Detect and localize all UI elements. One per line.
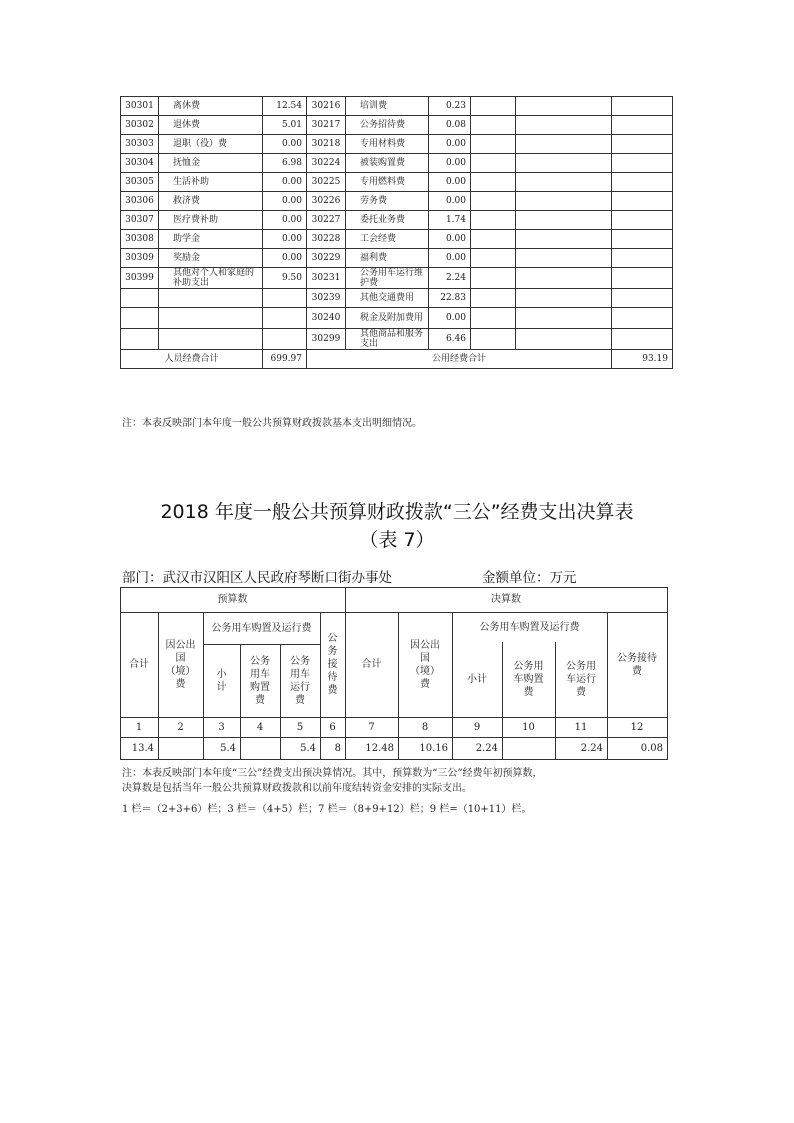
cell-name2: 培训费 bbox=[346, 97, 429, 116]
cell-code1 bbox=[121, 329, 159, 350]
value-cell: 5.4 bbox=[300, 742, 316, 754]
cell-val1: 12.54 bbox=[263, 97, 307, 116]
cell-empty bbox=[516, 329, 612, 350]
cell-empty bbox=[471, 192, 516, 211]
cell-empty bbox=[516, 268, 612, 289]
header-budget-reception: 公务接待费 bbox=[327, 633, 338, 696]
cell-empty bbox=[516, 97, 612, 116]
column-number: 10 bbox=[522, 721, 535, 733]
column-number: 5 bbox=[296, 721, 304, 733]
cell-code2: 30218 bbox=[307, 135, 346, 154]
cell-val2: 2.24 bbox=[429, 268, 471, 289]
cell-empty bbox=[516, 135, 612, 154]
cell-val1: 6.98 bbox=[263, 154, 307, 173]
cell-empty bbox=[612, 173, 673, 192]
cell-val1: 0.00 bbox=[263, 192, 307, 211]
column-number: 8 bbox=[421, 721, 429, 733]
header-final-car-group: 公务用车购置及运行费 bbox=[479, 621, 580, 633]
cell-code2: 30227 bbox=[307, 211, 346, 230]
cell-code1: 30302 bbox=[121, 116, 159, 135]
value-cell: 2.24 bbox=[580, 742, 603, 754]
grid-line bbox=[120, 587, 121, 760]
cell-empty bbox=[612, 192, 673, 211]
column-number: 11 bbox=[574, 721, 588, 733]
cell-empty bbox=[516, 116, 612, 135]
cell-val1: 0.00 bbox=[263, 230, 307, 249]
cell-name1: 助学金 bbox=[159, 230, 263, 249]
header-final-subtotal: 小计 bbox=[467, 674, 487, 685]
cell-val2: 0.00 bbox=[429, 192, 471, 211]
grid-line bbox=[203, 612, 204, 760]
cell-code1: 30301 bbox=[121, 97, 159, 116]
cell-code2: 30239 bbox=[307, 289, 346, 308]
cell-name2: 劳务费 bbox=[346, 192, 429, 211]
cell-empty bbox=[612, 268, 673, 289]
cell-empty bbox=[612, 97, 673, 116]
cell-name2: 其他交通费用 bbox=[346, 289, 429, 308]
cell-empty bbox=[471, 154, 516, 173]
cell-val1: 0.00 bbox=[263, 135, 307, 154]
cell-val1 bbox=[263, 329, 307, 350]
cell-code1: 30399 bbox=[121, 268, 159, 289]
grid-line bbox=[240, 644, 241, 760]
column-number: 7 bbox=[368, 721, 375, 733]
value-cell bbox=[502, 737, 555, 759]
table-row bbox=[121, 329, 673, 350]
grid-line bbox=[607, 612, 608, 760]
cell-empty bbox=[471, 211, 516, 230]
cell-val2: 0.00 bbox=[429, 135, 471, 154]
cell-empty bbox=[516, 154, 612, 173]
cell-val1 bbox=[263, 289, 307, 308]
cell-name1: 救济费 bbox=[159, 192, 263, 211]
cell-code2: 30224 bbox=[307, 154, 346, 173]
header-final-reception: 公务接待费 bbox=[617, 652, 657, 677]
grid-line bbox=[120, 587, 668, 588]
grid-line bbox=[452, 612, 453, 760]
cell-val2: 0.08 bbox=[429, 116, 471, 135]
cell-code2: 30226 bbox=[307, 192, 346, 211]
cell-val2: 0.00 bbox=[429, 173, 471, 192]
public-total-value: 93.19 bbox=[612, 350, 673, 369]
cell-code1: 30304 bbox=[121, 154, 159, 173]
cell-empty bbox=[516, 249, 612, 268]
grid-line bbox=[203, 644, 321, 645]
cell-empty bbox=[612, 154, 673, 173]
column-number: 1 bbox=[135, 721, 143, 733]
cell-code1: 30303 bbox=[121, 135, 159, 154]
cell-empty bbox=[612, 289, 673, 308]
basic-table-note: 注：本表反映部门本年度一般公共预算财政拨款基本支出明细情况。 bbox=[122, 418, 422, 429]
cell-name2: 公务招待费 bbox=[346, 116, 429, 135]
header-budget-subtotal: 小计 bbox=[216, 668, 227, 693]
table-row bbox=[121, 97, 673, 116]
table-row bbox=[121, 173, 673, 192]
cell-code1: 30307 bbox=[121, 211, 159, 230]
cell-code2: 30240 bbox=[307, 308, 346, 329]
cell-val2: 6.46 bbox=[429, 329, 471, 350]
column-number: 6 bbox=[329, 721, 336, 733]
page-subtitle: （表 7） bbox=[359, 529, 435, 551]
value-cell bbox=[158, 737, 203, 759]
cell-val2: 22.83 bbox=[429, 289, 471, 308]
cell-code2: 30216 bbox=[307, 97, 346, 116]
personnel-total-label: 人员经费合计 bbox=[121, 350, 263, 369]
cell-empty bbox=[516, 211, 612, 230]
header-final-car-operation: 公务用车运行费 bbox=[566, 661, 596, 698]
table-row bbox=[121, 135, 673, 154]
cell-code1 bbox=[121, 289, 159, 308]
cell-empty bbox=[471, 249, 516, 268]
cell-name1 bbox=[159, 329, 263, 350]
cell-name2: 公务用车运行维护费 bbox=[346, 268, 429, 289]
table-row bbox=[121, 116, 673, 135]
grid-line bbox=[158, 612, 159, 760]
cell-name2: 工会经费 bbox=[346, 230, 429, 249]
cell-val2: 0.00 bbox=[429, 154, 471, 173]
grid-line bbox=[502, 642, 503, 760]
cell-empty bbox=[516, 192, 612, 211]
table-row bbox=[121, 289, 673, 308]
value-cell: 8 bbox=[334, 742, 341, 754]
cell-code1: 30309 bbox=[121, 249, 159, 268]
cell-name1: 生活补助 bbox=[159, 173, 263, 192]
cell-name1 bbox=[159, 289, 263, 308]
cell-empty bbox=[471, 116, 516, 135]
value-cell: 2.24 bbox=[475, 742, 498, 754]
cell-val1: 5.01 bbox=[263, 116, 307, 135]
cell-name1: 抚恤金 bbox=[159, 154, 263, 173]
header-budget-car-purchase: 公务用车购置费 bbox=[250, 655, 270, 706]
cell-val1: 0.00 bbox=[263, 249, 307, 268]
grid-line bbox=[667, 587, 668, 760]
header-budget: 预算数 bbox=[217, 594, 248, 605]
personnel-total-value: 699.97 bbox=[263, 350, 307, 369]
column-number: 2 bbox=[177, 721, 184, 733]
header-final: 决算数 bbox=[491, 594, 521, 605]
cell-val1: 0.00 bbox=[263, 211, 307, 230]
cell-name2: 福利费 bbox=[346, 249, 429, 268]
header-final-abroad: 因公出国（境）费 bbox=[410, 639, 440, 690]
grid-line bbox=[320, 612, 321, 760]
basic-expenditure-table bbox=[120, 96, 673, 369]
cell-name1: 退休费 bbox=[159, 116, 263, 135]
cell-val2: 0.00 bbox=[429, 308, 471, 329]
grid-line bbox=[280, 644, 281, 760]
cell-name1: 离休费 bbox=[159, 97, 263, 116]
cell-code1: 30306 bbox=[121, 192, 159, 211]
cell-empty bbox=[516, 308, 612, 329]
cell-name1: 其他对个人和家庭的补助支出 bbox=[159, 268, 263, 289]
grid-line bbox=[555, 642, 556, 760]
cell-empty bbox=[471, 230, 516, 249]
value-cell: 12.48 bbox=[365, 742, 394, 754]
column-number: 12 bbox=[630, 721, 644, 733]
cell-code1 bbox=[121, 308, 159, 329]
cell-val2: 0.00 bbox=[429, 230, 471, 249]
cell-code1: 30305 bbox=[121, 173, 159, 192]
cell-name1: 奖励金 bbox=[159, 249, 263, 268]
sangong-note-line1: 注：本表反映部门本年度“三公”经费支出预决算情况。其中，预算数为“三公”经费年初预算数， bbox=[122, 768, 543, 779]
cell-name2: 专用燃料费 bbox=[346, 173, 429, 192]
cell-val2: 0.00 bbox=[429, 249, 471, 268]
column-number: 9 bbox=[473, 721, 481, 733]
cell-empty bbox=[612, 249, 673, 268]
value-cell: 13.4 bbox=[131, 742, 154, 754]
header-budget-abroad: 因公出国（境）费 bbox=[165, 639, 196, 690]
cell-name2: 被装购置费 bbox=[346, 154, 429, 173]
cell-empty bbox=[612, 116, 673, 135]
table-row bbox=[121, 230, 673, 249]
table-row bbox=[121, 268, 673, 289]
cell-empty bbox=[612, 329, 673, 350]
cell-name2: 其他商品和服务支出 bbox=[346, 329, 429, 350]
grid-line bbox=[398, 612, 399, 760]
cell-empty bbox=[471, 329, 516, 350]
cell-code2: 30229 bbox=[307, 249, 346, 268]
header-final-car-purchase: 公务用车购置费 bbox=[513, 661, 544, 698]
header-budget-car-group: 公务用车购置及运行费 bbox=[211, 622, 312, 634]
value-cell: 5.4 bbox=[220, 742, 236, 754]
page-title: 2018 年度一般公共预算财政拨款“三公”经费支出决算表 bbox=[160, 501, 634, 523]
cell-name1: 医疗费补助 bbox=[159, 211, 263, 230]
table-row bbox=[121, 249, 673, 268]
value-cell bbox=[240, 737, 280, 759]
cell-empty bbox=[516, 289, 612, 308]
cell-name1 bbox=[159, 308, 263, 329]
table-row bbox=[121, 211, 673, 230]
cell-empty bbox=[471, 289, 516, 308]
cell-name2: 专用材料费 bbox=[346, 135, 429, 154]
cell-code2: 30228 bbox=[307, 230, 346, 249]
column-number: 4 bbox=[256, 721, 264, 733]
header-budget-car-operation: 公务用车运行费 bbox=[290, 655, 310, 706]
cell-code2: 30299 bbox=[307, 329, 346, 350]
cell-empty bbox=[612, 308, 673, 329]
table-row bbox=[121, 192, 673, 211]
sangong-note-line2: 决算数是包括当年一般公共预算财政拨款和以前年度结转资金安排的实际支出。 bbox=[122, 783, 472, 794]
cell-val2: 1.74 bbox=[429, 211, 471, 230]
table-row bbox=[121, 154, 673, 173]
cell-empty bbox=[471, 97, 516, 116]
sangong-formula: 1 栏＝（2+3+6）栏；3 栏＝（4+5）栏；7 栏＝（8+9+12）栏；9 栏=（10+11）栏。 bbox=[122, 804, 532, 815]
cell-val1 bbox=[263, 308, 307, 329]
unit-label: 金额单位：万元 bbox=[482, 570, 577, 586]
totals-row bbox=[121, 350, 673, 369]
header-budget-total: 合计 bbox=[129, 659, 149, 670]
value-cell: 0.08 bbox=[640, 742, 663, 754]
cell-val2: 0.23 bbox=[429, 97, 471, 116]
cell-name1: 退职（役）费 bbox=[159, 135, 263, 154]
cell-name2: 税金及附加费用 bbox=[346, 308, 429, 329]
column-number: 3 bbox=[218, 721, 225, 733]
grid-line bbox=[345, 587, 346, 760]
cell-empty bbox=[516, 173, 612, 192]
cell-val1: 9.50 bbox=[263, 268, 307, 289]
department-label: 部门：武汉市汉阳区人民政府琴断口街办事处 bbox=[122, 570, 392, 586]
cell-empty bbox=[612, 211, 673, 230]
cell-empty bbox=[471, 173, 516, 192]
public-total-label: 公用经费合计 bbox=[307, 350, 612, 369]
cell-code2: 30225 bbox=[307, 173, 346, 192]
cell-empty bbox=[471, 308, 516, 329]
value-cell: 10.16 bbox=[419, 742, 448, 754]
cell-empty bbox=[471, 135, 516, 154]
cell-code1: 30308 bbox=[121, 230, 159, 249]
cell-empty bbox=[612, 135, 673, 154]
cell-name2: 委托业务费 bbox=[346, 211, 429, 230]
cell-code2: 30217 bbox=[307, 116, 346, 135]
cell-empty bbox=[471, 268, 516, 289]
cell-code2: 30231 bbox=[307, 268, 346, 289]
cell-val1: 0.00 bbox=[263, 173, 307, 192]
header-final-total: 合计 bbox=[361, 659, 382, 670]
cell-empty bbox=[516, 230, 612, 249]
table-row bbox=[121, 308, 673, 329]
cell-empty bbox=[612, 230, 673, 249]
